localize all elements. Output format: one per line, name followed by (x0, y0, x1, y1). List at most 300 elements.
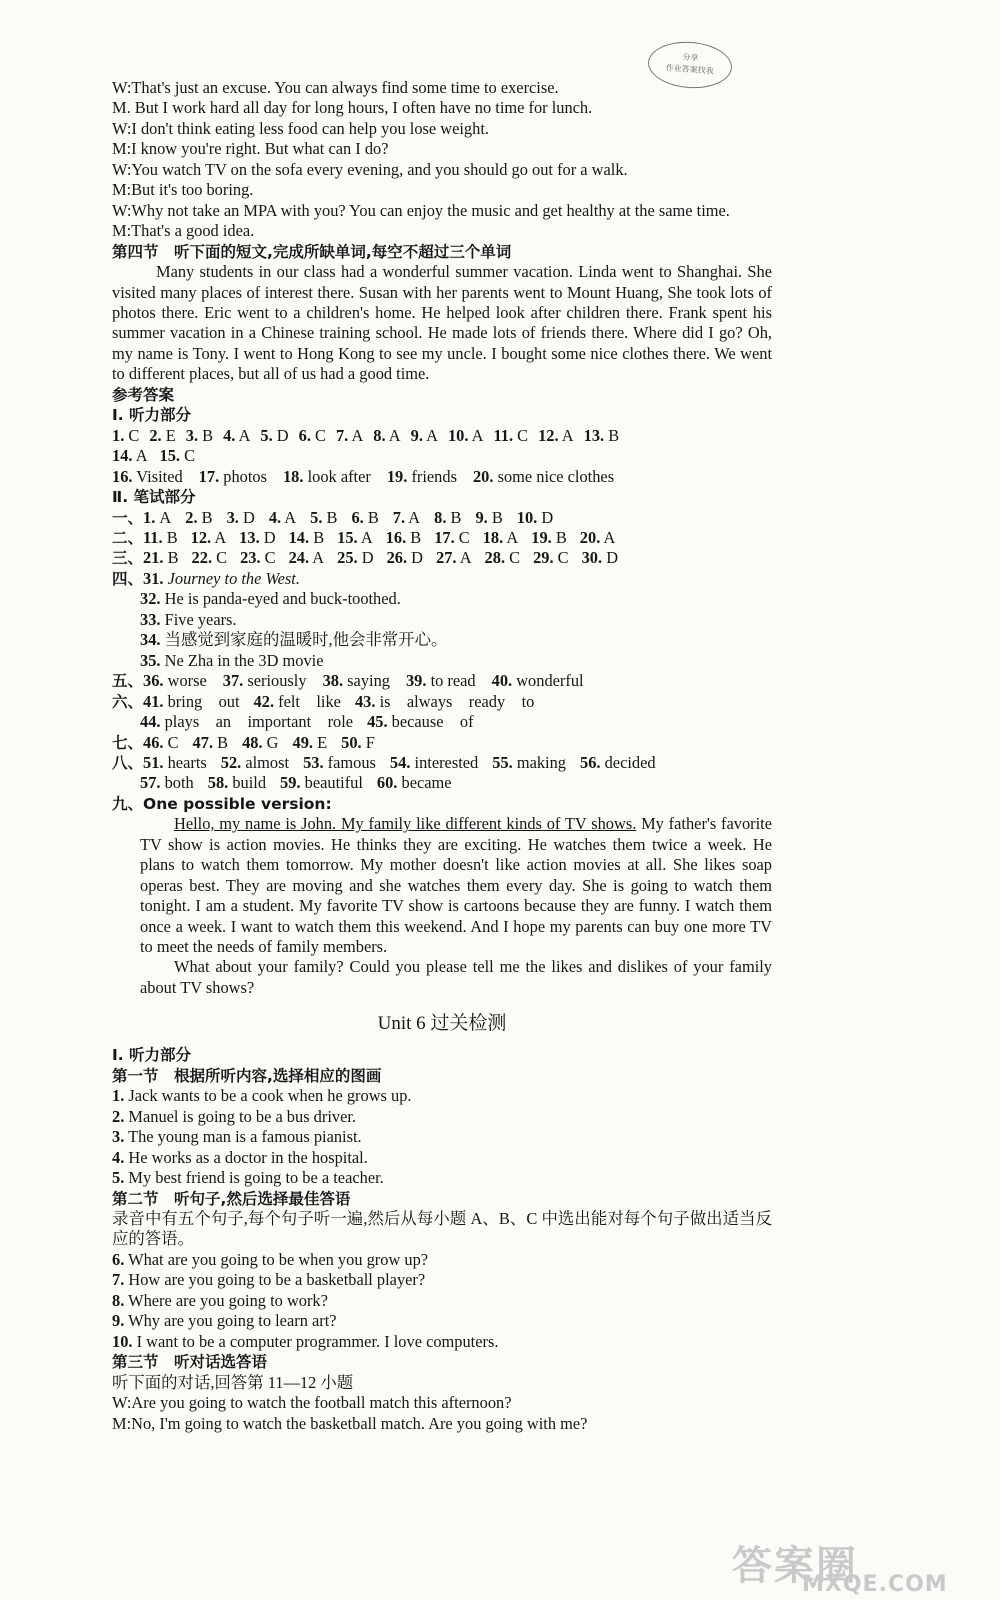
sentence-text: My best friend is going to be a teacher. (124, 1168, 384, 1188)
question-number: 41. (143, 691, 164, 711)
answer-text: B (162, 527, 178, 547)
answer-text: B (213, 732, 229, 752)
answer-item (584, 426, 620, 445)
question-number: 42. (253, 691, 275, 711)
answer-text: Five years. (164, 609, 237, 629)
answer-row (112, 528, 772, 548)
answer-item (260, 426, 288, 445)
answer-text: B (198, 425, 214, 445)
answer-item (283, 467, 371, 486)
essay-paragraph (112, 814, 772, 957)
answer-text: making (512, 752, 566, 772)
answer-text: bring out (163, 691, 240, 711)
question-number: 56. (580, 752, 601, 772)
answer-item (475, 508, 502, 527)
answer-text: B (604, 425, 620, 445)
question-number: 23. (240, 548, 261, 568)
answer-text: D (537, 507, 554, 527)
answer-text: D (357, 548, 374, 568)
section-heading: 第四节 听下面的短文,完成所缺单词,每空不超过三个单词 (112, 242, 512, 261)
question-number: 6. (298, 425, 311, 445)
answer-item (112, 446, 148, 465)
answer-text: He is panda-eyed and buck-toothed. (164, 589, 401, 609)
answer-text: both (160, 773, 194, 793)
answer-row (112, 610, 772, 630)
question-number: 48. (242, 732, 263, 752)
answer-text: plays an important role (160, 712, 354, 732)
question-number: 37. (222, 671, 244, 691)
answer-text: build (228, 773, 267, 793)
answer-item (149, 426, 175, 445)
answer-item (143, 733, 179, 752)
answer-text: 当感觉到家庭的温暖时,他会非常开心。 (164, 630, 448, 650)
question-number: 35. (140, 650, 161, 670)
dialog-line: M:That's a good idea. (112, 221, 255, 241)
dialog-line: W:I don't think eating less food can help you lose weight. (112, 118, 489, 138)
question-number: 8. (434, 507, 447, 527)
question-number: 30. (581, 548, 603, 568)
passage: Many students in our class had a wonderful summer vacation. Linda went to Shanghai. She visited many places of interest there. Susan with her parents went to Mount Huang, She took lots of photos there. Eric went to a children's home. He helped look after children there. Frank spent his summer vacation in a Chinese training school. He made lots of friends there. Where did I go? Oh, my name is Tony. I went to Hong Kong to see my uncle. I bought some nice clothes there. We went to different places, but all of us had a good time. (112, 262, 772, 384)
question-number: 7. (392, 507, 406, 527)
answer-text: A (235, 425, 251, 445)
dialog-line: M:No, I'm going to watch the basketball match. Are you going with me? (112, 1413, 588, 1433)
question-number: 15. (159, 446, 181, 466)
section-intro: 录音中有五个句子,每个句子听一遍,然后从每小题 A、B、C 中选出能对每个句子做出适当反应的答语。 (112, 1209, 772, 1249)
answer-text: A (357, 527, 373, 547)
answer-item (240, 548, 276, 567)
answer-item (411, 426, 438, 445)
answer-item (242, 733, 278, 752)
answer-text: worse (163, 671, 207, 691)
sentence-item (112, 1168, 772, 1188)
watermark-text: 答案圈 (732, 1543, 858, 1589)
answer-item (192, 548, 228, 567)
answer-text: A (348, 425, 364, 445)
answer-text: wonderful (512, 671, 584, 691)
answer-row (112, 692, 772, 712)
answer-text: D (272, 425, 289, 445)
dialog-line: M:But it's too boring. (112, 180, 254, 200)
answer-text: famous (323, 752, 376, 772)
dialog-block (112, 78, 772, 242)
answer-item (434, 508, 461, 527)
answer-item (299, 426, 326, 445)
answer-row (112, 712, 772, 732)
question-number: 22. (191, 548, 213, 568)
answer-item (337, 548, 373, 567)
answer-item (289, 548, 325, 567)
question-number: 24. (288, 548, 310, 568)
answer-row (112, 733, 772, 753)
question-number: 2. (185, 507, 198, 527)
answer-text: B (163, 548, 179, 568)
answer-text: B (446, 507, 462, 527)
answer-text: C (310, 425, 326, 445)
answer-text: B (322, 507, 338, 527)
question-number: 12. (190, 527, 212, 547)
section-heading: 第一节 根据所听内容,选择相应的图画 (112, 1066, 382, 1085)
answer-item (221, 753, 289, 772)
answer-item (208, 773, 266, 792)
answer-item (310, 508, 337, 527)
answer-text: look after (303, 466, 371, 486)
question-number: 7. (112, 1270, 125, 1290)
answer-text: D (259, 527, 276, 547)
question-number: 47. (192, 732, 214, 752)
answer-text: photos (219, 466, 267, 486)
question-number: 25. (337, 548, 358, 568)
answer-item (492, 671, 584, 690)
sentence-text: The young man is a famous pianist. (124, 1127, 362, 1147)
answer-item (191, 528, 227, 547)
answer-item (227, 508, 255, 527)
question-number: 7. (335, 425, 349, 445)
question-number: 20. (472, 466, 494, 486)
watermark-url: MXQE.COM (802, 1572, 948, 1597)
answer-item (254, 692, 341, 711)
question-number: 11. (493, 425, 514, 445)
answer-text: hearts (163, 752, 207, 772)
answer-item (186, 426, 213, 445)
question-number: 6. (351, 507, 364, 527)
question-number: 5. (260, 425, 273, 445)
answer-text: F (361, 732, 375, 752)
answer-item (269, 508, 296, 527)
answer-item (580, 753, 656, 772)
answer-item (393, 508, 420, 527)
answer-item (492, 753, 566, 772)
answer-item (112, 467, 183, 486)
answer-item (351, 508, 378, 527)
part-heading: Ⅰ. 听力部分 (112, 1046, 192, 1065)
answer-text: Journey to the West. (167, 568, 300, 588)
answer-item (337, 528, 373, 547)
section-heading: 第三节 听对话选答语 (112, 1353, 268, 1372)
sentence-text: How are you going to be a basketball player? (124, 1270, 426, 1290)
answer-text: almost (241, 752, 290, 772)
answer-text: because of (387, 712, 474, 732)
answer-item (387, 548, 423, 567)
answer-text: C (260, 548, 276, 568)
answer-item (323, 671, 390, 690)
answer-text: to read (426, 671, 476, 691)
question-number: 3. (112, 1127, 125, 1147)
answer-row (112, 794, 772, 814)
section-number: 三、 (112, 549, 144, 568)
answer-row (112, 467, 772, 487)
answer-item (485, 548, 521, 567)
question-number: 58. (207, 773, 229, 793)
question-number: 18. (282, 466, 304, 486)
answer-row (112, 569, 772, 589)
answer-text: interested (410, 752, 479, 772)
question-number: 57. (140, 773, 161, 793)
answer-item (193, 733, 229, 752)
answer-text: B (197, 507, 213, 527)
question-number: 27. (436, 548, 457, 568)
answer-text: A (385, 425, 401, 445)
answer-text: B (363, 507, 379, 527)
question-number: 2. (112, 1106, 125, 1126)
sentence-text: He works as a doctor in the hospital. (124, 1147, 368, 1167)
sentence-item (112, 1107, 772, 1127)
question-number: 11. (143, 527, 163, 547)
sentence-text: Why are you going to learn art? (124, 1311, 337, 1331)
dialog-line: W:Are you going to watch the football match this afternoon? (112, 1393, 512, 1413)
section-number: 九、 (112, 794, 144, 813)
question-number: 8. (373, 425, 386, 445)
section-number: 七、 (112, 733, 144, 752)
answer-text: C (180, 446, 196, 466)
answer-item (143, 753, 207, 772)
question-number: 29. (533, 548, 554, 568)
essay-heading: One possible version: (143, 794, 332, 813)
answer-item (341, 733, 375, 752)
question-number: 40. (491, 671, 513, 691)
question-number: 36. (143, 671, 164, 691)
answer-text: A (281, 507, 297, 527)
watermark-logo (732, 1534, 972, 1596)
answer-item (434, 528, 470, 547)
sentence-item (112, 1291, 772, 1311)
answer-text: A (558, 425, 574, 445)
section-number: 六、 (112, 692, 144, 711)
answer-item (473, 467, 614, 486)
answer-text: E (161, 425, 176, 445)
answer-text: A (503, 527, 519, 547)
answer-row (112, 426, 772, 446)
answer-text: seriously (243, 671, 307, 691)
answers-heading: 参考答案 (112, 385, 175, 404)
question-number: 51. (143, 752, 164, 772)
question-number: 1. (112, 425, 125, 445)
answer-item (448, 426, 484, 445)
question-number: 12. (538, 425, 559, 445)
sentence-text: I want to be a computer programmer. I love computers. (132, 1331, 499, 1351)
dialog-line: M:I know you're right. But what can I do? (112, 139, 389, 159)
question-number: 60. (376, 773, 398, 793)
answer-text: C (454, 527, 470, 547)
sentence-text: Where are you going to work? (124, 1290, 328, 1310)
question-number: 1. (143, 507, 156, 527)
question-number: 9. (112, 1311, 125, 1331)
answer-item (143, 508, 171, 527)
answer-text: A (468, 425, 484, 445)
question-number: 13. (583, 425, 605, 445)
question-number: 9. (475, 507, 488, 527)
answer-item (367, 712, 474, 731)
answer-item (373, 426, 400, 445)
answer-item (531, 528, 567, 547)
answer-text: beautiful (300, 773, 363, 793)
answer-text: D (238, 507, 255, 527)
dialog-line: W:You watch TV on the sofa every evening, and you should go out for a walk. (112, 159, 628, 179)
answer-item (303, 753, 376, 772)
part-heading: Ⅰ. 听力部分 (112, 406, 192, 425)
answer-item (390, 753, 478, 772)
answer-text: C (163, 732, 179, 752)
question-number: 49. (292, 732, 314, 752)
answer-text: A (456, 548, 472, 568)
section-intro: 听下面的对话,回答第 11—12 小题 (112, 1372, 354, 1392)
answer-row (112, 651, 772, 671)
question-number: 28. (484, 548, 506, 568)
answer-item (223, 426, 250, 445)
answer-text: C (212, 548, 228, 568)
answer-item (239, 528, 275, 547)
answer-item (406, 671, 476, 690)
question-number: 32. (140, 589, 161, 609)
answer-item (143, 671, 207, 690)
question-number: 10. (516, 507, 538, 527)
question-number: 14. (288, 527, 310, 547)
question-number: 17. (198, 466, 220, 486)
answer-text: friends (407, 466, 457, 486)
page-content (112, 78, 772, 1434)
section-number: 五、 (112, 672, 144, 691)
sentence-item (112, 1086, 772, 1106)
question-number: 4. (223, 425, 236, 445)
question-number: 10. (447, 425, 469, 445)
answer-text: G (262, 732, 279, 752)
answer-item (160, 446, 196, 465)
question-number: 59. (280, 773, 301, 793)
question-number: 20. (579, 527, 601, 547)
answer-text: is always ready to (375, 691, 535, 711)
answer-item (143, 528, 178, 547)
dialog-line: M. But I work hard all day for long hours, I often have no time for lunch. (112, 98, 593, 118)
question-number: 54. (389, 752, 411, 772)
answer-row (112, 508, 772, 528)
sentence-list (112, 1086, 772, 1188)
question-number: 17. (434, 527, 455, 547)
question-number: 39. (405, 671, 427, 691)
question-number: 13. (239, 527, 260, 547)
question-number: 3. (226, 507, 239, 527)
answer-item (377, 773, 452, 792)
answer-text: C (553, 548, 569, 568)
answer-row (112, 589, 772, 609)
sentence-item (112, 1127, 772, 1147)
answer-text: C (124, 425, 140, 445)
answer-text: B (551, 527, 567, 547)
question-number: 15. (337, 527, 358, 547)
answer-row (112, 773, 772, 793)
sentence-list (112, 1250, 772, 1352)
answer-row (112, 753, 772, 773)
answer-item (387, 467, 457, 486)
answer-item (140, 712, 353, 731)
essay-text: What about your family? Could you please tell me the likes and dislikes of your family about TV shows? (140, 957, 772, 997)
answer-text: E (313, 732, 328, 752)
question-number: 33. (140, 609, 161, 629)
answer-row (112, 548, 772, 568)
question-number: 4. (112, 1147, 125, 1167)
question-number: 53. (303, 752, 324, 772)
answer-item (185, 508, 212, 527)
answer-text: became (397, 773, 452, 793)
answer-text: saying (343, 671, 390, 691)
answer-text: Ne Zha in the 3D movie (164, 650, 324, 670)
section-heading: 第二节 听句子,然后选择最佳答语 (112, 1189, 351, 1208)
question-number: 10. (112, 1331, 133, 1351)
question-number: 3. (185, 425, 199, 445)
answer-text: A (155, 507, 172, 527)
answer-text: A (422, 425, 438, 445)
answer-item (289, 528, 325, 547)
answer-item (143, 692, 240, 711)
essay-text: My father's favorite TV show is action movies. He thinks they are exciting. He watches them twice a week. He plans to watch them tomorrow. My mother doesn't like action movies at all. She likes soap operas best. They are moving and she watches them every day. She is going to watch them tonight. I am a student. My favorite TV show is cartoons because they are funny. I watch them once a week. I want to watch them this weekend. And I hope my parents can buy one more TV to meet the needs of family members. (140, 814, 772, 957)
answer-item (280, 773, 363, 792)
question-number: 5. (310, 507, 323, 527)
answer-item (293, 733, 328, 752)
answer-text: B (487, 507, 503, 527)
question-number: 16. (385, 527, 407, 547)
question-number: 8. (112, 1290, 125, 1310)
question-number: 34. (140, 630, 161, 650)
answer-item (483, 528, 519, 547)
sentence-item (112, 1270, 772, 1290)
answer-item (140, 773, 194, 792)
answer-item (386, 528, 422, 547)
question-number: 14. (112, 446, 133, 466)
section-number: 四、 (112, 569, 144, 588)
question-number: 43. (354, 691, 376, 711)
answer-item (533, 548, 569, 567)
question-number: 38. (322, 671, 344, 691)
answer-item (143, 548, 179, 567)
essay-paragraph (112, 957, 772, 998)
answer-text: Visited (132, 466, 183, 486)
question-number: 52. (220, 752, 242, 772)
answer-text: A (309, 548, 325, 568)
essay-underlined-sentence: Hello, my name is John. My family like different kinds of TV shows. (174, 814, 637, 834)
sentence-item (112, 1148, 772, 1168)
answer-item (538, 426, 574, 445)
question-number: 45. (367, 712, 388, 732)
question-number: 6. (112, 1249, 125, 1269)
answer-item (493, 426, 528, 445)
sentence-text: What are you going to be when you grow up? (124, 1249, 429, 1269)
answer-text: C (505, 548, 521, 568)
unit-title: Unit 6 过关检测 (377, 1013, 507, 1035)
answer-item (223, 671, 307, 690)
question-number: 2. (149, 425, 162, 445)
sentence-text: Jack wants to be a cook when he grows up. (124, 1086, 412, 1106)
sentence-item (112, 1332, 772, 1352)
question-number: 16. (112, 466, 133, 486)
answer-text: D (407, 548, 424, 568)
section-number: 二、 (112, 528, 144, 547)
answer-text: C (513, 425, 529, 445)
part-heading: Ⅱ. 笔试部分 (112, 488, 196, 507)
question-number: 19. (531, 527, 552, 547)
sentence-item (112, 1250, 772, 1270)
answer-item (580, 528, 616, 547)
question-number: 46. (143, 732, 164, 752)
question-number: 21. (143, 548, 164, 568)
answer-text: A (405, 507, 421, 527)
question-number: 1. (112, 1086, 125, 1106)
question-number: 4. (268, 507, 282, 527)
answer-item (582, 548, 618, 567)
answer-text: felt like (274, 691, 341, 711)
sentence-text: Manuel is going to be a bus driver. (124, 1106, 357, 1126)
question-number: 9. (410, 425, 423, 445)
answer-text: A (600, 527, 616, 547)
question-number: 26. (386, 548, 408, 568)
answer-item (336, 426, 363, 445)
